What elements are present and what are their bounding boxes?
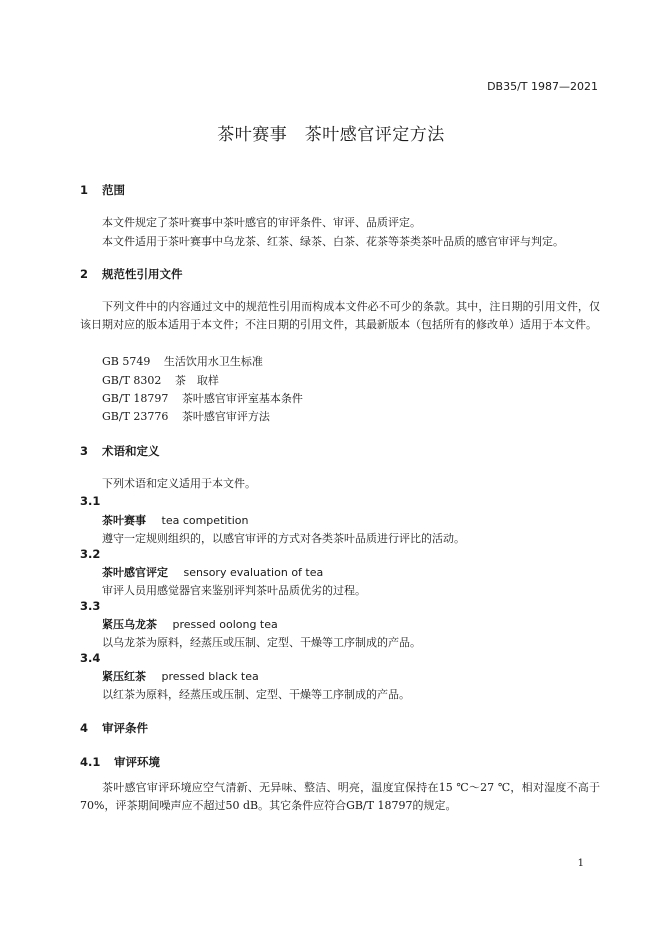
term-en: tea competition [161, 514, 249, 527]
section-number: 1 [80, 183, 89, 197]
term-zh: 茶叶感官评定 [102, 566, 168, 579]
reference-item [102, 390, 303, 406]
paragraph: 下列文件中的内容通过文中的规范性引用而构成本文件必不可少的条款。其中，注日期的引用文件，仅该日期对应的版本适用于本文件；不注日期的引用文件，其最新版本（包括所有的修改单）适用于本文件。 [80, 300, 600, 331]
reference-name: 茶 取样 [174, 374, 219, 387]
page-number: 1 [577, 858, 584, 869]
term-en: pressed oolong tea [172, 618, 278, 631]
term-heading [102, 512, 249, 528]
document-code: DB35/T 1987—2021 [487, 80, 598, 93]
document-title: 茶叶赛事 茶叶感官评定方法 [217, 125, 445, 145]
term-zh: 茶叶赛事 [102, 514, 146, 527]
section-title: 审评条件 [102, 721, 149, 735]
term-definition: 遵守一定规则组织的，以感官审评的方式对各类茶叶品质进行评比的活动。 [102, 532, 465, 545]
term-number: 3.3 [80, 599, 101, 613]
reference-item [102, 408, 270, 424]
subsection-4-1-heading [80, 754, 160, 770]
paragraph: 下列术语和定义适用于本文件。 [102, 477, 256, 490]
term-en: sensory evaluation of tea [183, 566, 324, 579]
section-number: 2 [80, 267, 89, 281]
reference-code: GB/T 8302 [102, 374, 162, 387]
subsection-number: 4.1 [80, 755, 101, 769]
term-en: pressed black tea [161, 670, 259, 683]
reference-item [102, 353, 263, 369]
paragraph: 本文件适用于茶叶赛事中乌龙茶、红茶、绿茶、白茶、花茶等茶类茶叶品质的感官审评与判定。 [102, 235, 564, 248]
section-number: 4 [80, 721, 89, 735]
term-definition: 以乌龙茶为原料，经蒸压或压制、定型、干燥等工序制成的产品。 [102, 636, 421, 649]
section-title: 术语和定义 [102, 444, 160, 458]
section-title: 规范性引用文件 [102, 267, 183, 281]
term-heading [102, 616, 278, 632]
term-definition: 以红茶为原料，经蒸压或压制、定型、干燥等工序制成的产品。 [102, 688, 410, 701]
paragraph: 本文件规定了茶叶赛事中茶叶感官的审评条件、审评、品质评定。 [102, 216, 421, 229]
term-number: 3.1 [80, 494, 101, 508]
reference-name: 茶叶感官审评室基本条件 [181, 392, 303, 405]
term-zh: 紧压红茶 [102, 670, 146, 683]
reference-item [102, 372, 219, 388]
section-2-heading [80, 266, 183, 282]
term-number: 3.4 [80, 651, 101, 665]
section-1-heading [80, 182, 125, 198]
reference-name: 茶叶感官审评方法 [181, 410, 270, 423]
term-definition: 审评人员用感觉器官来鉴别评判茶叶品质优劣的过程。 [102, 584, 366, 597]
subsection-title: 审评环境 [114, 755, 161, 769]
term-heading [102, 564, 323, 580]
reference-code: GB 5749 [102, 355, 151, 368]
section-title: 范围 [102, 183, 126, 197]
term-zh: 紧压乌龙茶 [102, 618, 157, 631]
reference-code: GB/T 18797 [102, 392, 169, 405]
term-number: 3.2 [80, 547, 101, 561]
section-number: 3 [80, 444, 89, 458]
term-heading [102, 668, 259, 684]
reference-name: 生活饮用水卫生标准 [163, 355, 263, 368]
section-3-heading [80, 443, 160, 459]
paragraph: 茶叶感官审评环境应空气清新、无异味、整洁、明亮，温度宜保持在15 ℃～27 ℃，相对湿度不高于70%，评茶期间噪声应不超过50 dB。其它条件应符合GB/T 18797的规定。 [80, 781, 600, 812]
section-4-heading [80, 720, 148, 736]
reference-code: GB/T 23776 [102, 410, 169, 423]
